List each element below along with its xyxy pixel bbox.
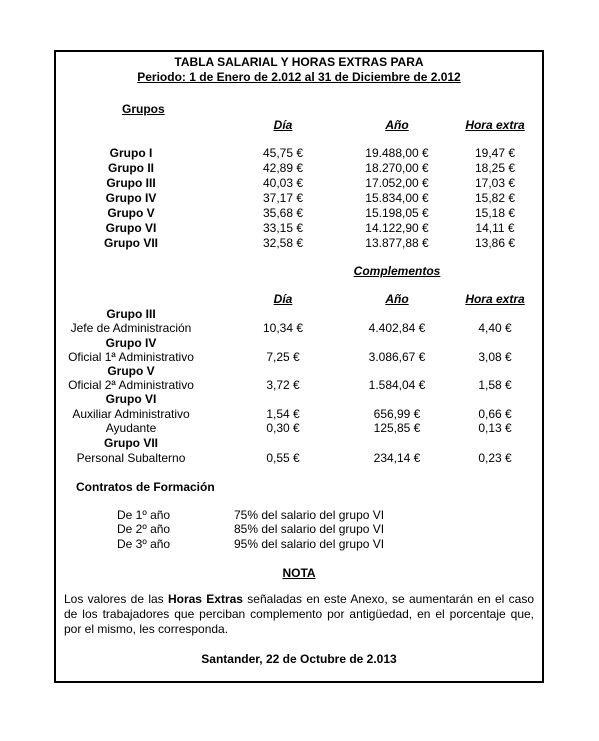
contract-year: De 2º año: [117, 522, 171, 536]
value-hora: 17,03 €: [474, 176, 516, 190]
document-title: TABLA SALARIAL Y HORAS EXTRAS PARA: [174, 55, 424, 69]
note-text: [64, 592, 534, 637]
place-date: Santander, 22 de Octubre de 2.013: [201, 652, 397, 666]
note-text-before: Los valores de las: [64, 592, 168, 606]
value-hora: 1,58 €: [478, 378, 512, 392]
document-period: Periodo: 1 de Enero de 2.012 al 31 de Diciembre de 2.012: [137, 70, 461, 84]
complement-group-heading: Grupo IV: [105, 336, 157, 350]
document-frame: [54, 50, 544, 683]
value-hora: 19,47 €: [474, 146, 516, 160]
value-hora: 4,40 €: [478, 321, 512, 335]
group-name: Grupo VI: [105, 221, 157, 235]
value-ano: 656,99 €: [373, 407, 421, 421]
complement-group-heading: Grupo V: [107, 364, 155, 378]
note-title: NOTA: [282, 566, 316, 580]
value-dia: 42,89 €: [262, 161, 304, 175]
value-dia: 0,55 €: [266, 451, 300, 465]
value-dia: 3,72 €: [266, 378, 300, 392]
value-hora: 13,86 €: [474, 236, 516, 250]
position-label: Oficial 1ª Administrativo: [68, 350, 194, 364]
value-dia: 45,75 €: [262, 146, 304, 160]
groups-col-ano: Año: [385, 118, 409, 132]
complements-col-dia: Día: [273, 292, 293, 306]
value-dia: 37,17 €: [262, 191, 304, 205]
value-hora: 3,08 €: [478, 350, 512, 364]
value-hora: 18,25 €: [474, 161, 516, 175]
value-dia: 35,68 €: [262, 206, 304, 220]
value-dia: 10,34 €: [262, 321, 304, 335]
position-label: Jefe de Administración: [70, 321, 192, 335]
complements-col-ano: Año: [385, 292, 409, 306]
groups-col-dia: Día: [273, 118, 293, 132]
value-hora: 15,82 €: [474, 191, 516, 205]
group-name: Grupo V: [107, 206, 155, 220]
value-hora: 0,23 €: [478, 451, 512, 465]
group-name: Grupo IV: [105, 191, 157, 205]
contract-value: 95% del salario del grupo VI: [234, 537, 385, 551]
value-ano: 14.122,90 €: [365, 221, 429, 235]
complement-group-heading: Grupo VII: [104, 436, 158, 450]
value-dia: 1,54 €: [266, 407, 300, 421]
value-dia: 40,03 €: [262, 176, 304, 190]
value-ano: 17.052,00 €: [365, 176, 429, 190]
note-text-bold: Horas Extras: [167, 592, 243, 606]
contract-year: De 1º año: [117, 508, 171, 522]
contract-value: 75% del salario del grupo VI: [234, 508, 385, 522]
value-ano: 18.270,00 €: [365, 161, 429, 175]
complements-section-label: Complementos: [353, 264, 441, 278]
complement-group-heading: Grupo VI: [105, 392, 157, 406]
complement-group-heading: Grupo III: [106, 307, 156, 321]
position-label: Oficial 2ª Administrativo: [68, 378, 194, 392]
value-ano: 15.834,00 €: [365, 191, 429, 205]
position-label: Auxiliar Administrativo: [72, 407, 190, 421]
group-name: Grupo III: [106, 176, 156, 190]
value-ano: 4.402,84 €: [368, 321, 426, 335]
value-ano: 13.877,88 €: [365, 236, 429, 250]
position-label: Ayudante: [105, 421, 157, 435]
value-dia: 7,25 €: [266, 350, 300, 364]
value-hora: 0,13 €: [478, 421, 512, 435]
value-dia: 0,30 €: [266, 421, 300, 435]
group-name: Grupo VII: [104, 236, 158, 250]
value-ano: 125,85 €: [373, 421, 421, 435]
value-dia: 32,58 €: [262, 236, 304, 250]
complements-col-hora: Hora extra: [465, 292, 525, 306]
groups-section-label: Grupos: [122, 102, 165, 116]
contract-year: De 3º año: [117, 537, 171, 551]
value-ano: 234,14 €: [373, 451, 421, 465]
training-contracts-title: Contratos de Formación: [76, 480, 215, 494]
value-dia: 33,15 €: [262, 221, 304, 235]
value-ano: 3.086,67 €: [368, 350, 426, 364]
contract-value: 85% del salario del grupo VI: [234, 522, 385, 536]
group-name: Grupo I: [109, 146, 153, 160]
position-label: Personal Subalterno: [76, 451, 186, 465]
groups-col-hora: Hora extra: [465, 118, 525, 132]
value-ano: 15.198,05 €: [365, 206, 429, 220]
note-text-after: señaladas en este Anexo, se aumentarán en el caso de los trabajadores que perciban complemento por antigüedad, en el porcentaje que, por el mismo, les corresponda.: [64, 592, 534, 636]
value-hora: 15,18 €: [474, 206, 516, 220]
value-hora: 0,66 €: [478, 407, 512, 421]
value-ano: 1.584,04 €: [368, 378, 426, 392]
group-name: Grupo II: [108, 161, 154, 175]
value-hora: 14,11 €: [475, 221, 515, 235]
value-ano: 19.488,00 €: [365, 146, 429, 160]
